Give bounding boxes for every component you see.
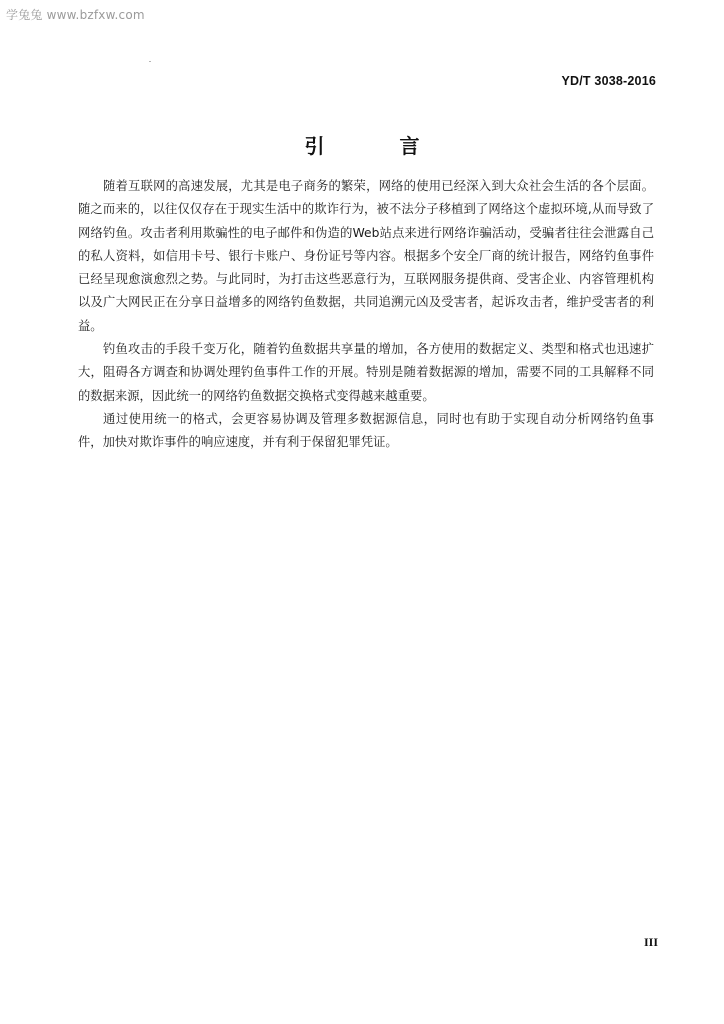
paragraph-2: 钓鱼攻击的手段千变万化，随着钓鱼数据共享量的增加，各方使用的数据定义、类型和格式也迅速扩大，阻碍各方调查和协调处理钓鱼事件工作的开展。特别是随着数据源的增加，需要不同的工具解释不同的数据来源，因此统一的网络钓鱼数据交换格式变得越来越重要。 xyxy=(78,342,654,403)
page-number: III xyxy=(643,935,658,949)
scan-speck xyxy=(149,61,151,62)
page-title: 引 言 xyxy=(304,134,454,158)
paragraph-1: 随着互联网的高速发展，尤其是电子商务的繁荣，网络的使用已经深入到大众社会生活的各个层面。随之而来的，以往仅仅存在于现实生活中的欺诈行为，被不法分子移植到了网络这个虚拟环境,从而导致了网络钓鱼。攻击者利用欺骗性的电子邮件和伪造的Web站点来进行网络诈骗活动，受骗者往往会泄露自己的私人资料，如信用卡号、银行卡账户、身份证号等内容。根据多个安全厂商的统计报告，网络钓鱼事件已经呈现愈演愈烈之势。与此同时，为打击这些恶意行为，互联网服务提供商、受害企业、内容管理机构以及广大网民正在分享日益增多的网络钓鱼数据，共同追溯元凶及受害者，起诉攻击者，维护受害者的利益。 xyxy=(78,179,654,333)
watermark: 学兔兔 www.bzfxw.com xyxy=(6,8,145,22)
body-text xyxy=(78,175,654,455)
standard-number: YD/T 3038-2016 xyxy=(561,74,656,88)
paragraph-3: 通过使用统一的格式，会更容易协调及管理多数据源信息，同时也有助于实现自动分析网络钓鱼事件，加快对欺诈事件的响应速度，并有利于保留犯罪凭证。 xyxy=(78,411,654,450)
